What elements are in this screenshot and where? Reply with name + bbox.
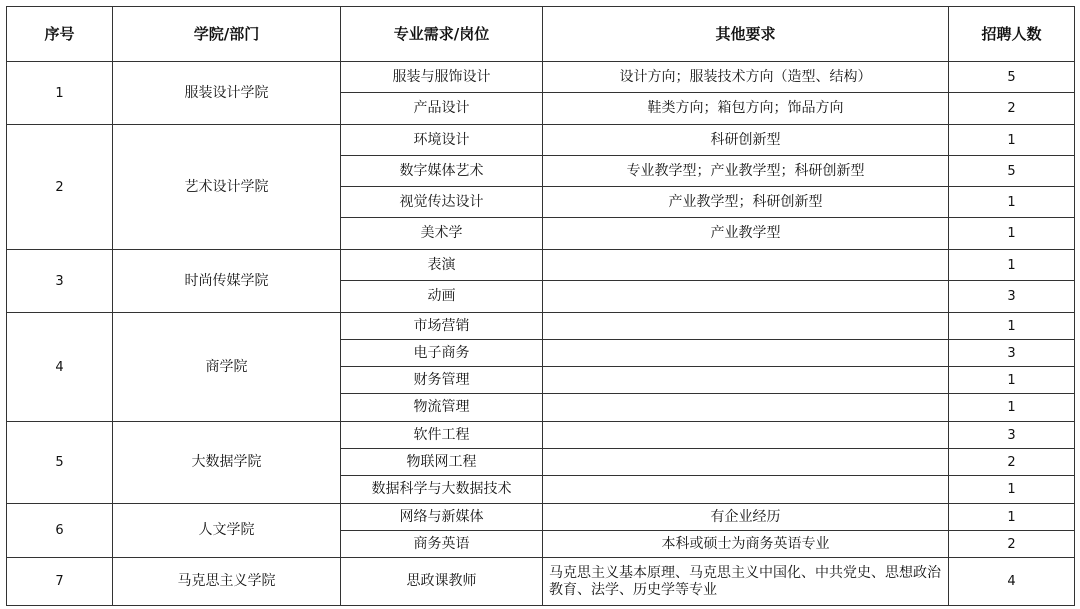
row-count: 1 bbox=[949, 250, 1075, 281]
row-requirements: 专业教学型；产业教学型；科研创新型 bbox=[543, 156, 949, 187]
row-major: 市场营销 bbox=[341, 313, 543, 340]
row-requirements bbox=[543, 394, 949, 422]
row-count: 1 bbox=[949, 504, 1075, 531]
row-major: 电子商务 bbox=[341, 340, 543, 367]
row-requirements: 设计方向；服装技术方向（造型、结构） bbox=[543, 62, 949, 93]
row-requirements: 科研创新型 bbox=[543, 125, 949, 156]
row-count: 2 bbox=[949, 449, 1075, 476]
row-requirements: 产业教学型；科研创新型 bbox=[543, 187, 949, 218]
row-count: 5 bbox=[949, 156, 1075, 187]
row-count: 2 bbox=[949, 531, 1075, 558]
row-count: 1 bbox=[949, 125, 1075, 156]
row-major: 数字媒体艺术 bbox=[341, 156, 543, 187]
header-college: 学院/部门 bbox=[113, 7, 341, 62]
row-college: 时尚传媒学院 bbox=[113, 250, 341, 313]
row-requirements bbox=[543, 313, 949, 340]
row-requirements: 产业教学型 bbox=[543, 218, 949, 250]
row-requirements bbox=[543, 449, 949, 476]
row-count: 3 bbox=[949, 340, 1075, 367]
row-count: 2 bbox=[949, 93, 1075, 125]
row-major: 视觉传达设计 bbox=[341, 187, 543, 218]
row-college: 商学院 bbox=[113, 313, 341, 422]
header-major: 专业需求/岗位 bbox=[341, 7, 543, 62]
row-index: 5 bbox=[7, 422, 113, 504]
table-row bbox=[7, 250, 1075, 281]
row-major: 表演 bbox=[341, 250, 543, 281]
row-major: 商务英语 bbox=[341, 531, 543, 558]
table-row bbox=[7, 504, 1075, 531]
row-major: 软件工程 bbox=[341, 422, 543, 449]
row-count: 1 bbox=[949, 394, 1075, 422]
row-count: 5 bbox=[949, 62, 1075, 93]
row-count: 3 bbox=[949, 422, 1075, 449]
row-college: 人文学院 bbox=[113, 504, 341, 558]
row-requirements: 本科或硕士为商务英语专业 bbox=[543, 531, 949, 558]
row-college: 大数据学院 bbox=[113, 422, 341, 504]
row-major: 数据科学与大数据技术 bbox=[341, 476, 543, 504]
row-requirements bbox=[543, 281, 949, 313]
row-major: 服装与服饰设计 bbox=[341, 62, 543, 93]
row-count: 1 bbox=[949, 187, 1075, 218]
row-count: 1 bbox=[949, 367, 1075, 394]
row-requirements bbox=[543, 422, 949, 449]
row-major: 思政课教师 bbox=[341, 558, 543, 606]
row-major: 财务管理 bbox=[341, 367, 543, 394]
row-count: 1 bbox=[949, 313, 1075, 340]
row-index: 7 bbox=[7, 558, 113, 606]
row-count: 4 bbox=[949, 558, 1075, 606]
table-row bbox=[7, 422, 1075, 449]
header-count: 招聘人数 bbox=[949, 7, 1075, 62]
row-major: 美术学 bbox=[341, 218, 543, 250]
header-index: 序号 bbox=[7, 7, 113, 62]
row-major: 产品设计 bbox=[341, 93, 543, 125]
row-count: 1 bbox=[949, 218, 1075, 250]
row-index: 6 bbox=[7, 504, 113, 558]
row-major: 网络与新媒体 bbox=[341, 504, 543, 531]
table-row bbox=[7, 313, 1075, 340]
row-major: 动画 bbox=[341, 281, 543, 313]
row-requirements bbox=[543, 367, 949, 394]
recruitment-table bbox=[6, 6, 1075, 606]
row-index: 4 bbox=[7, 313, 113, 422]
row-requirements: 鞋类方向；箱包方向；饰品方向 bbox=[543, 93, 949, 125]
row-major: 物流管理 bbox=[341, 394, 543, 422]
row-index: 3 bbox=[7, 250, 113, 313]
header-requirements: 其他要求 bbox=[543, 7, 949, 62]
table-row bbox=[7, 125, 1075, 156]
row-college: 艺术设计学院 bbox=[113, 125, 341, 250]
row-college: 马克思主义学院 bbox=[113, 558, 341, 606]
row-count: 1 bbox=[949, 476, 1075, 504]
row-requirements bbox=[543, 476, 949, 504]
row-index: 1 bbox=[7, 62, 113, 125]
row-requirements: 有企业经历 bbox=[543, 504, 949, 531]
row-count: 3 bbox=[949, 281, 1075, 313]
row-major: 环境设计 bbox=[341, 125, 543, 156]
row-index: 2 bbox=[7, 125, 113, 250]
row-major: 物联网工程 bbox=[341, 449, 543, 476]
header-row bbox=[7, 7, 1075, 62]
table-row bbox=[7, 558, 1075, 606]
table-row bbox=[7, 62, 1075, 93]
row-college: 服装设计学院 bbox=[113, 62, 341, 125]
row-requirements bbox=[543, 340, 949, 367]
row-requirements bbox=[543, 250, 949, 281]
row-requirements: 马克思主义基本原理、马克思主义中国化、中共党史、思想政治教育、法学、历史学等专业 bbox=[543, 558, 949, 606]
